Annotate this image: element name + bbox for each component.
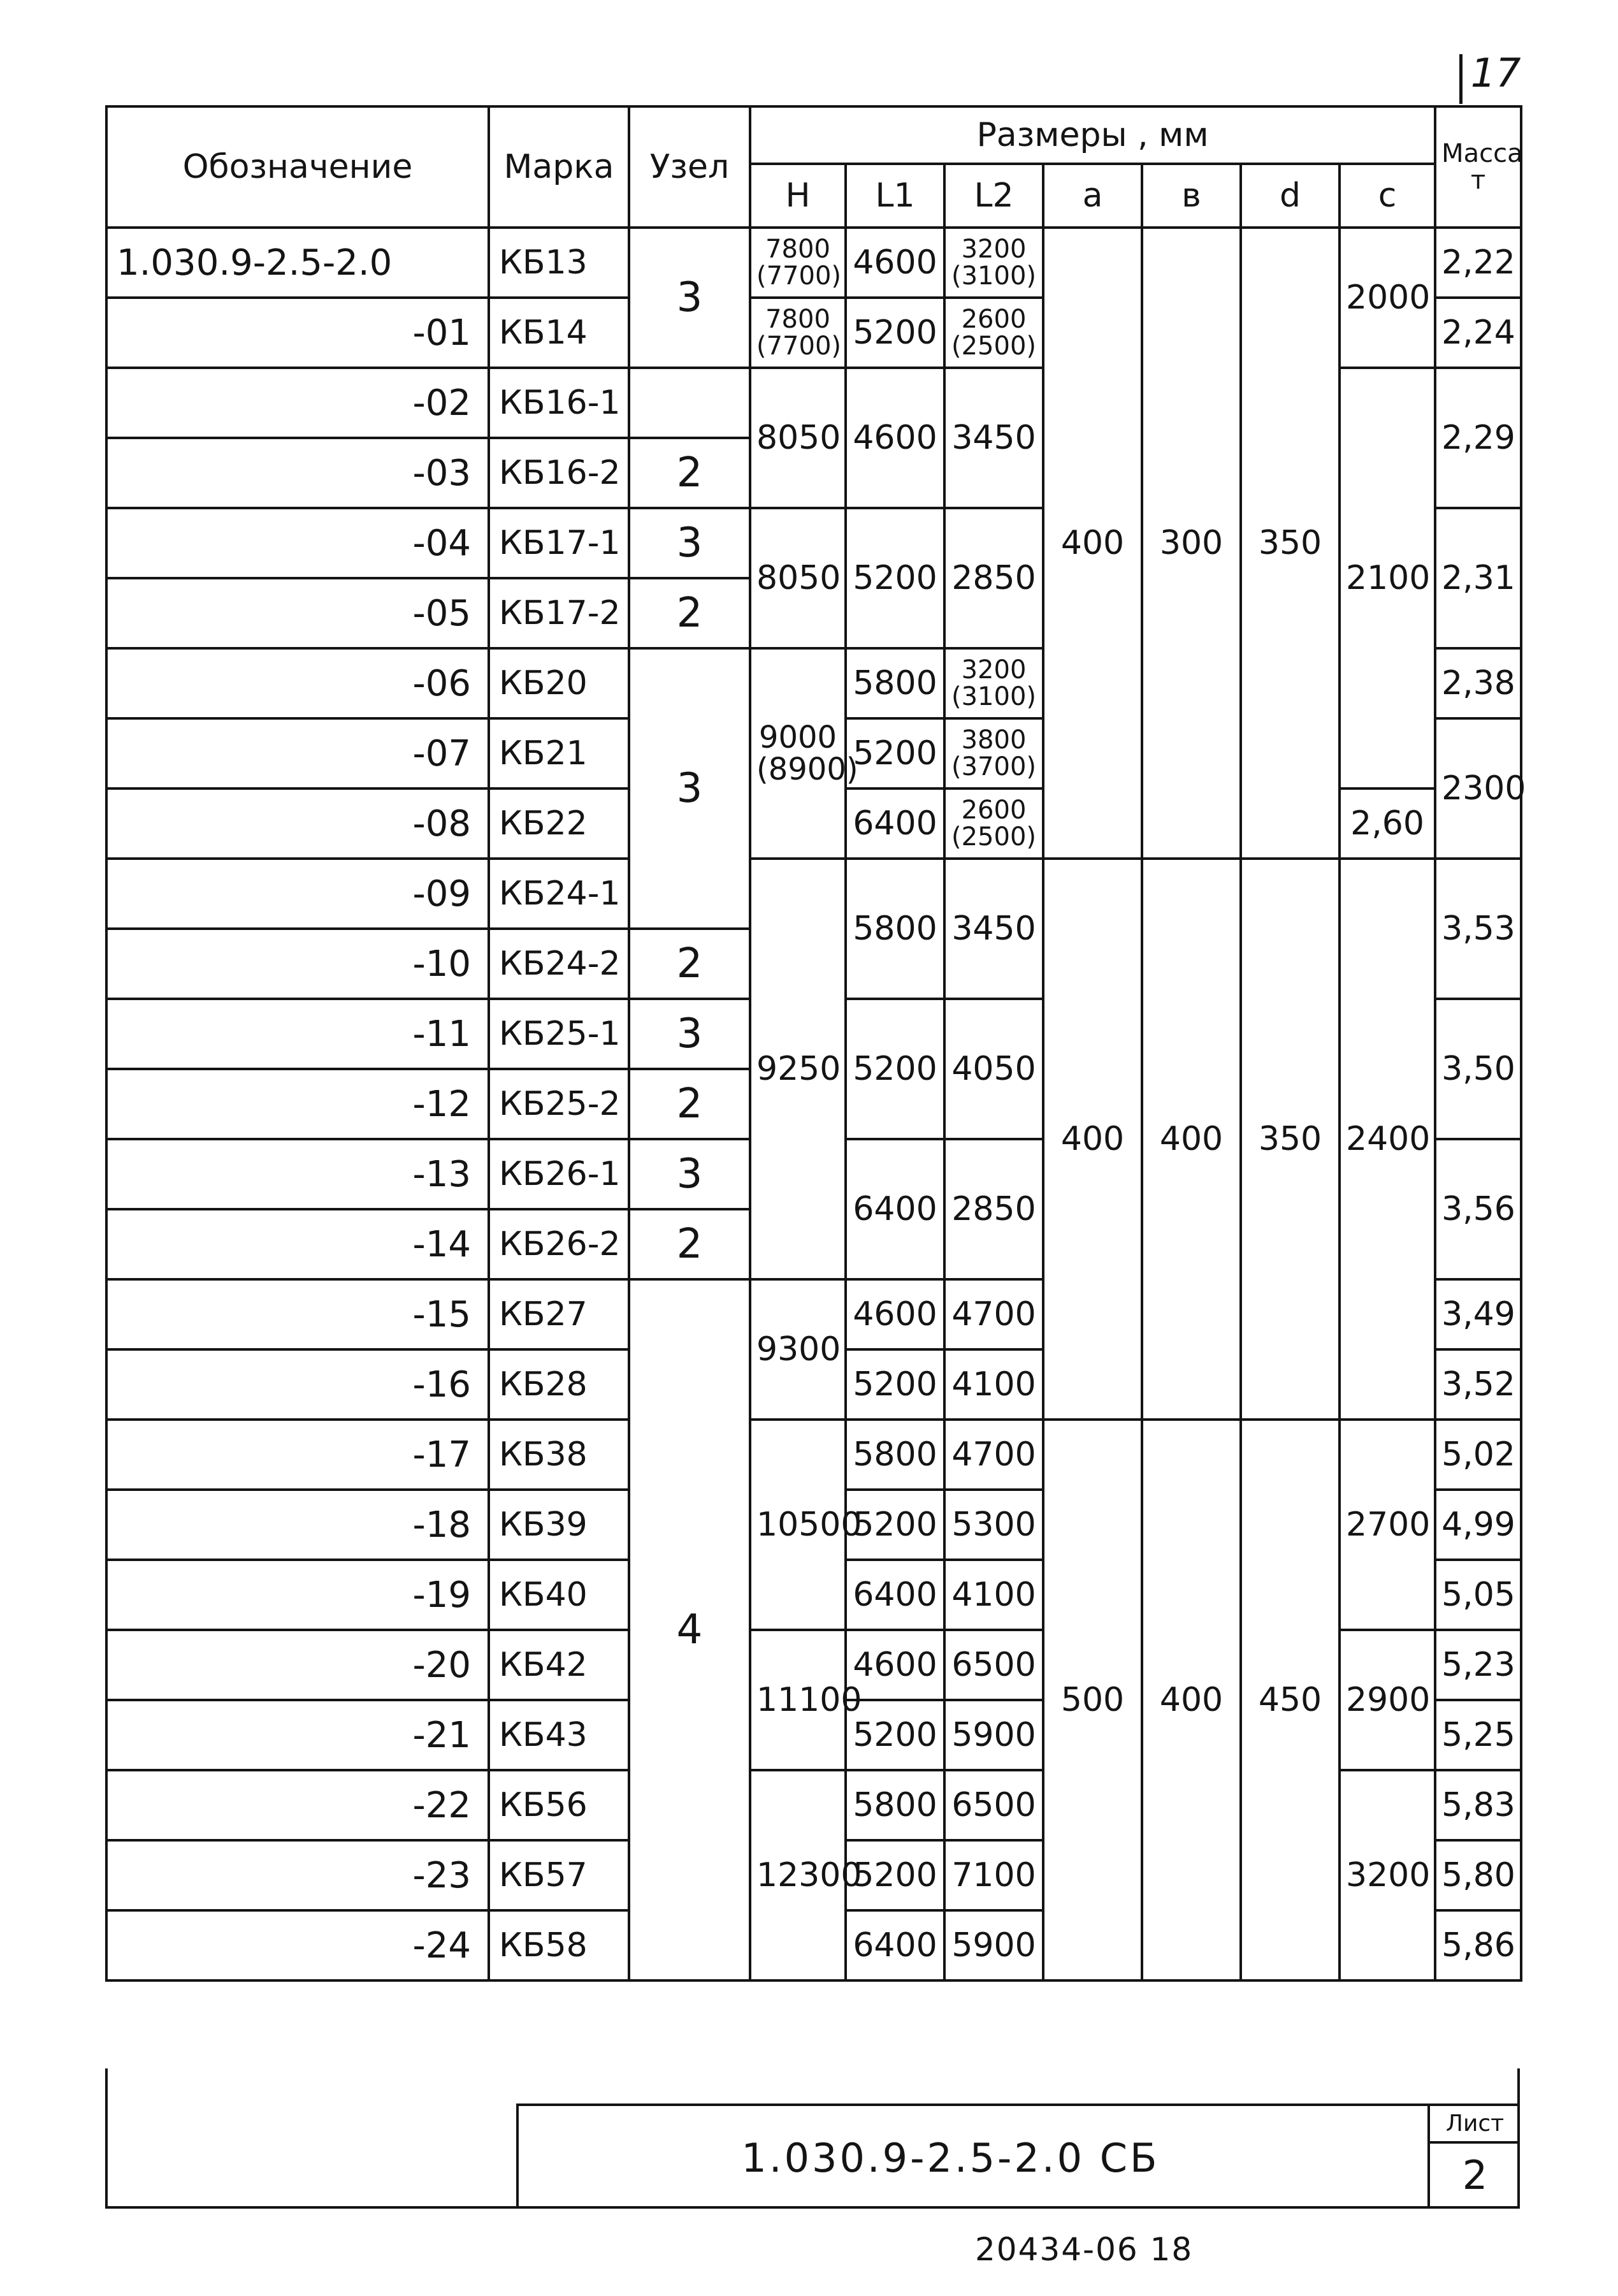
mass-cell: 3,53 [1435, 859, 1521, 999]
l2-cell: 2600 (2500) [944, 788, 1043, 859]
d-cell: 450 [1241, 1420, 1340, 1980]
l2-cell: 3200 (3100) [944, 648, 1043, 718]
mass-cell: 3,49 [1435, 1279, 1521, 1349]
l2-cell: 3200 (3100) [944, 228, 1043, 298]
archive-number: 20434-06 18 [975, 2231, 1194, 2268]
node-header: Узел [629, 106, 750, 228]
mass-cell: 2,31 [1435, 508, 1521, 648]
specification-table [105, 105, 1526, 1982]
mass-cell: 5,86 [1435, 1910, 1521, 1980]
designation-cell: -20 [106, 1630, 489, 1700]
l1-cell: 5200 [846, 298, 944, 368]
mass-cell: 3,52 [1435, 1349, 1521, 1420]
node-cell: 2 [629, 1209, 750, 1279]
l1-cell: 4600 [846, 1279, 944, 1349]
mark-header: Марка [489, 106, 629, 228]
l2-cell: 4700 [944, 1279, 1043, 1349]
node-cell: 3 [629, 508, 750, 578]
l2-cell: 3800 (3700) [944, 718, 1043, 788]
page-number: 17 [1470, 50, 1521, 96]
designation-cell: -22 [106, 1770, 489, 1840]
mark-cell: КБ43 [489, 1700, 629, 1770]
mass-cell: 5,80 [1435, 1840, 1521, 1910]
mark-cell: КБ42 [489, 1630, 629, 1700]
designation-header: Обозначение [106, 106, 489, 228]
h-cell: 7800 (7700) [750, 228, 846, 298]
h-cell: 8050 [750, 368, 846, 508]
table-row [106, 1420, 1521, 1490]
table-row [106, 228, 1521, 298]
mass-cell: 2,29 [1435, 368, 1521, 508]
sheet-number: 2 [1462, 2152, 1488, 2198]
mark-cell: КБ58 [489, 1910, 629, 1980]
designation-cell: -21 [106, 1700, 489, 1770]
designation-cell: -14 [106, 1209, 489, 1279]
mass-cell: 3,56 [1435, 1139, 1521, 1279]
a-cell: 400 [1043, 228, 1142, 859]
c-cell: 2700 [1340, 1420, 1435, 1630]
mark-cell: КБ26-2 [489, 1209, 629, 1279]
l2-cell: 6500 [944, 1770, 1043, 1840]
a-header: a [1043, 164, 1142, 228]
sheet-box [1427, 2106, 1520, 2209]
mark-cell: КБ56 [489, 1770, 629, 1840]
node-cell: 3 [629, 648, 750, 929]
mass-cell: 5,83 [1435, 1770, 1521, 1840]
h-cell: 9250 [750, 859, 846, 1279]
mass-cell: 2,60 [1340, 788, 1435, 859]
mark-cell: КБ39 [489, 1490, 629, 1560]
designation-cell: -18 [106, 1490, 489, 1560]
designation-cell: -11 [106, 999, 489, 1069]
l2-cell: 3450 [944, 368, 1043, 508]
mark-cell: КБ22 [489, 788, 629, 859]
l1-cell: 6400 [846, 788, 944, 859]
designation-cell: -12 [106, 1069, 489, 1139]
c-cell: 2100 [1340, 368, 1435, 788]
designation-cell: -01 [106, 298, 489, 368]
l1-cell: 6400 [846, 1139, 944, 1279]
mark-cell: КБ25-1 [489, 999, 629, 1069]
sheet-label: Лист [1430, 2106, 1520, 2144]
mark-cell: КБ20 [489, 648, 629, 718]
designation-cell: -15 [106, 1279, 489, 1349]
l1-cell: 4600 [846, 1630, 944, 1700]
designation-cell: -05 [106, 578, 489, 648]
l2-cell: 6500 [944, 1630, 1043, 1700]
l1-cell: 5200 [846, 718, 944, 788]
c-cell: 2300 [1435, 718, 1521, 859]
mass-cell: 4,99 [1435, 1490, 1521, 1560]
c-cell: 2000 [1340, 228, 1435, 368]
designation-cell: -10 [106, 929, 489, 999]
c-cell: 2900 [1340, 1630, 1435, 1770]
l1-cell: 4600 [846, 368, 944, 508]
dimensions-header: Размеры , мм [750, 106, 1435, 164]
l2-cell: 4050 [944, 999, 1043, 1139]
mass-cell: 2,22 [1435, 228, 1521, 298]
l2-cell: 5300 [944, 1490, 1043, 1560]
l2-cell: 4100 [944, 1349, 1043, 1420]
l1-cell: 5800 [846, 648, 944, 718]
designation-cell: -03 [106, 438, 489, 508]
mark-cell: КБ17-1 [489, 508, 629, 578]
mark-cell: КБ25-2 [489, 1069, 629, 1139]
l1-cell: 5200 [846, 1700, 944, 1770]
l2-header: L2 [944, 164, 1043, 228]
d-header: d [1241, 164, 1340, 228]
mark-cell: КБ24-2 [489, 929, 629, 999]
designation-cell: -19 [106, 1560, 489, 1630]
l2-cell: 4700 [944, 1420, 1043, 1490]
b-cell: 400 [1142, 859, 1241, 1420]
l2-cell: 5900 [944, 1700, 1043, 1770]
mass-cell: 2,24 [1435, 298, 1521, 368]
h-cell: 10500 [750, 1420, 846, 1630]
mass-cell: 5,05 [1435, 1560, 1521, 1630]
l1-cell: 5800 [846, 1770, 944, 1840]
l1-cell: 6400 [846, 1560, 944, 1630]
mark-cell: КБ16-2 [489, 438, 629, 508]
l1-cell: 5200 [846, 1840, 944, 1910]
mark-cell: КБ26-1 [489, 1139, 629, 1209]
designation-cell: -13 [106, 1139, 489, 1209]
node-cell: 3 [629, 999, 750, 1069]
table-row [106, 859, 1521, 929]
l1-cell: 4600 [846, 228, 944, 298]
h-header: H [750, 164, 846, 228]
node-cell: 2 [629, 1069, 750, 1139]
l2-cell: 2600 (2500) [944, 298, 1043, 368]
a-cell: 500 [1043, 1420, 1142, 1980]
b-header: в [1142, 164, 1241, 228]
l2-cell: 4100 [944, 1560, 1043, 1630]
designation-cell: -06 [106, 648, 489, 718]
node-cell [629, 368, 750, 438]
l1-cell: 5800 [846, 1420, 944, 1490]
h-cell: 9000 (8900) [750, 648, 846, 859]
mark-cell: КБ14 [489, 298, 629, 368]
mark-cell: КБ16-1 [489, 368, 629, 438]
mark-cell: КБ38 [489, 1420, 629, 1490]
l2-cell: 2850 [944, 1139, 1043, 1279]
c-cell: 3200 [1340, 1770, 1435, 1980]
designation-cell: -16 [106, 1349, 489, 1420]
node-cell: 3 [629, 228, 750, 368]
mass-cell: 5,02 [1435, 1420, 1521, 1490]
d-cell: 350 [1241, 228, 1340, 859]
designation-cell: -04 [106, 508, 489, 578]
l1-header: L1 [846, 164, 944, 228]
l2-cell: 5900 [944, 1910, 1043, 1980]
h-cell: 12300 [750, 1770, 846, 1980]
mass-header: Масса т [1435, 106, 1521, 228]
l1-cell: 5200 [846, 508, 944, 648]
node-cell: 3 [629, 1139, 750, 1209]
mark-cell: КБ57 [489, 1840, 629, 1910]
designation-cell: -17 [106, 1420, 489, 1490]
mark-cell: КБ13 [489, 228, 629, 298]
designation-cell: -09 [106, 859, 489, 929]
d-cell: 350 [1241, 859, 1340, 1420]
l1-cell: 5200 [846, 1349, 944, 1420]
title-block [516, 2103, 1520, 2209]
l1-cell: 5200 [846, 1490, 944, 1560]
mass-cell: 3,50 [1435, 999, 1521, 1139]
designation-cell: -07 [106, 718, 489, 788]
mass-cell: 2,38 [1435, 648, 1521, 718]
l2-cell: 7100 [944, 1840, 1043, 1910]
header-row-1 [106, 106, 1521, 164]
document-code: 1.030.9-2.5-2.0 СБ [741, 2135, 1160, 2181]
c-cell: 2400 [1340, 859, 1435, 1420]
h-cell: 8050 [750, 508, 846, 648]
node-cell: 2 [629, 578, 750, 648]
designation-cell: -02 [106, 368, 489, 438]
designation-cell: 1.030.9-2.5-2.0 [106, 228, 489, 298]
mark-cell: КБ40 [489, 1560, 629, 1630]
mass-cell: 5,25 [1435, 1700, 1521, 1770]
c-header: c [1340, 164, 1435, 228]
a-cell: 400 [1043, 859, 1142, 1420]
h-cell: 9300 [750, 1279, 846, 1420]
l1-cell: 6400 [846, 1910, 944, 1980]
node-cell: 2 [629, 438, 750, 508]
mark-cell: КБ24-1 [489, 859, 629, 929]
mark-cell: КБ17-2 [489, 578, 629, 648]
h-cell: 7800 (7700) [750, 298, 846, 368]
l1-cell: 5800 [846, 859, 944, 999]
mass-cell: 5,23 [1435, 1630, 1521, 1700]
node-cell: 4 [629, 1279, 750, 1980]
designation-cell: -08 [106, 788, 489, 859]
b-cell: 400 [1142, 1420, 1241, 1980]
l2-cell: 3450 [944, 859, 1043, 999]
h-cell: 11100 [750, 1630, 846, 1770]
mark-cell: КБ27 [489, 1279, 629, 1349]
node-cell: 2 [629, 929, 750, 999]
b-cell: 300 [1142, 228, 1241, 859]
l2-cell: 2850 [944, 508, 1043, 648]
mark-cell: КБ28 [489, 1349, 629, 1420]
l1-cell: 5200 [846, 999, 944, 1139]
designation-cell: -23 [106, 1840, 489, 1910]
designation-cell: -24 [106, 1910, 489, 1980]
mark-cell: КБ21 [489, 718, 629, 788]
